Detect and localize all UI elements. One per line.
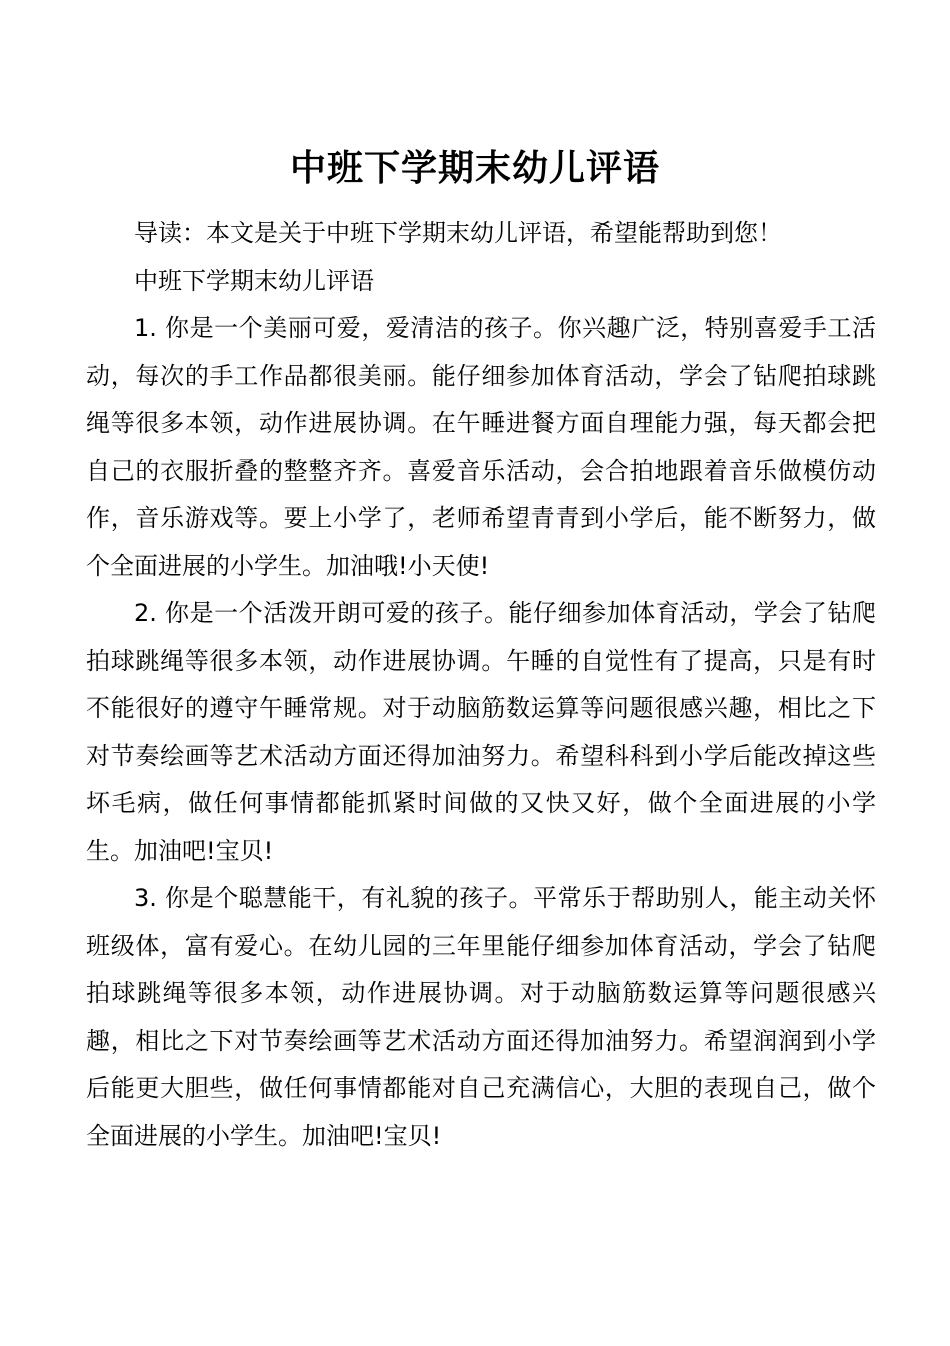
comment-paragraph-2: 2. 你是一个活泼开朗可爱的孩子。能仔细参加体育活动，学会了钻爬拍球跳绳等很多本领，动作进展协调。午睡的自觉性有了提高，只是有时不能很好的遵守午睡常规。对于动脑筋数运算等问题很感兴趣，相比之下对节奏绘画等艺术活动方面还得加油努力。希望科科到小学后能改掉这些坏毛病，做任何事情都能抓紧时间做的又快又好，做个全面进展的小学生。加油吧!宝贝! xyxy=(86,599,876,865)
comment-paragraph-1: 1. 你是一个美丽可爱，爱清洁的孩子。你兴趣广泛，特别喜爱手工活动，每次的手工作品都很美丽。能仔细参加体育活动，学会了钻爬拍球跳绳等很多本领，动作进展协调。在午睡进餐方面自理能力强，每天都会把自己的衣服折叠的整整齐齐。喜爱音乐活动，会合拍地跟着音乐做模仿动作，音乐游戏等。要上小学了，老师希望青青到小学后，能不断努力，做个全面进展的小学生。加油哦!小天使! xyxy=(86,314,876,580)
comment-paragraph-3: 3. 你是个聪慧能干，有礼貌的孩子。平常乐于帮助别人，能主动关怀班级体，富有爱心。在幼儿园的三年里能仔细参加体育活动，学会了钻爬拍球跳绳等很多本领，动作进展协调。对于动脑筋数运算等问题很感兴趣，相比之下对节奏绘画等艺术活动方面还得加油努力。希望润润到小学后能更大胆些，做任何事情都能对自己充满信心，大胆的表现自己，做个全面进展的小学生。加油吧!宝贝! xyxy=(86,884,876,1150)
intro-paragraph: 导读：本文是关于中班下学期末幼儿评语，希望能帮助到您！ xyxy=(134,219,782,247)
page-title: 中班下学期末幼儿评语 xyxy=(289,148,660,189)
subtitle-paragraph: 中班下学期末幼儿评语 xyxy=(134,266,374,295)
document-body xyxy=(86,210,876,1160)
